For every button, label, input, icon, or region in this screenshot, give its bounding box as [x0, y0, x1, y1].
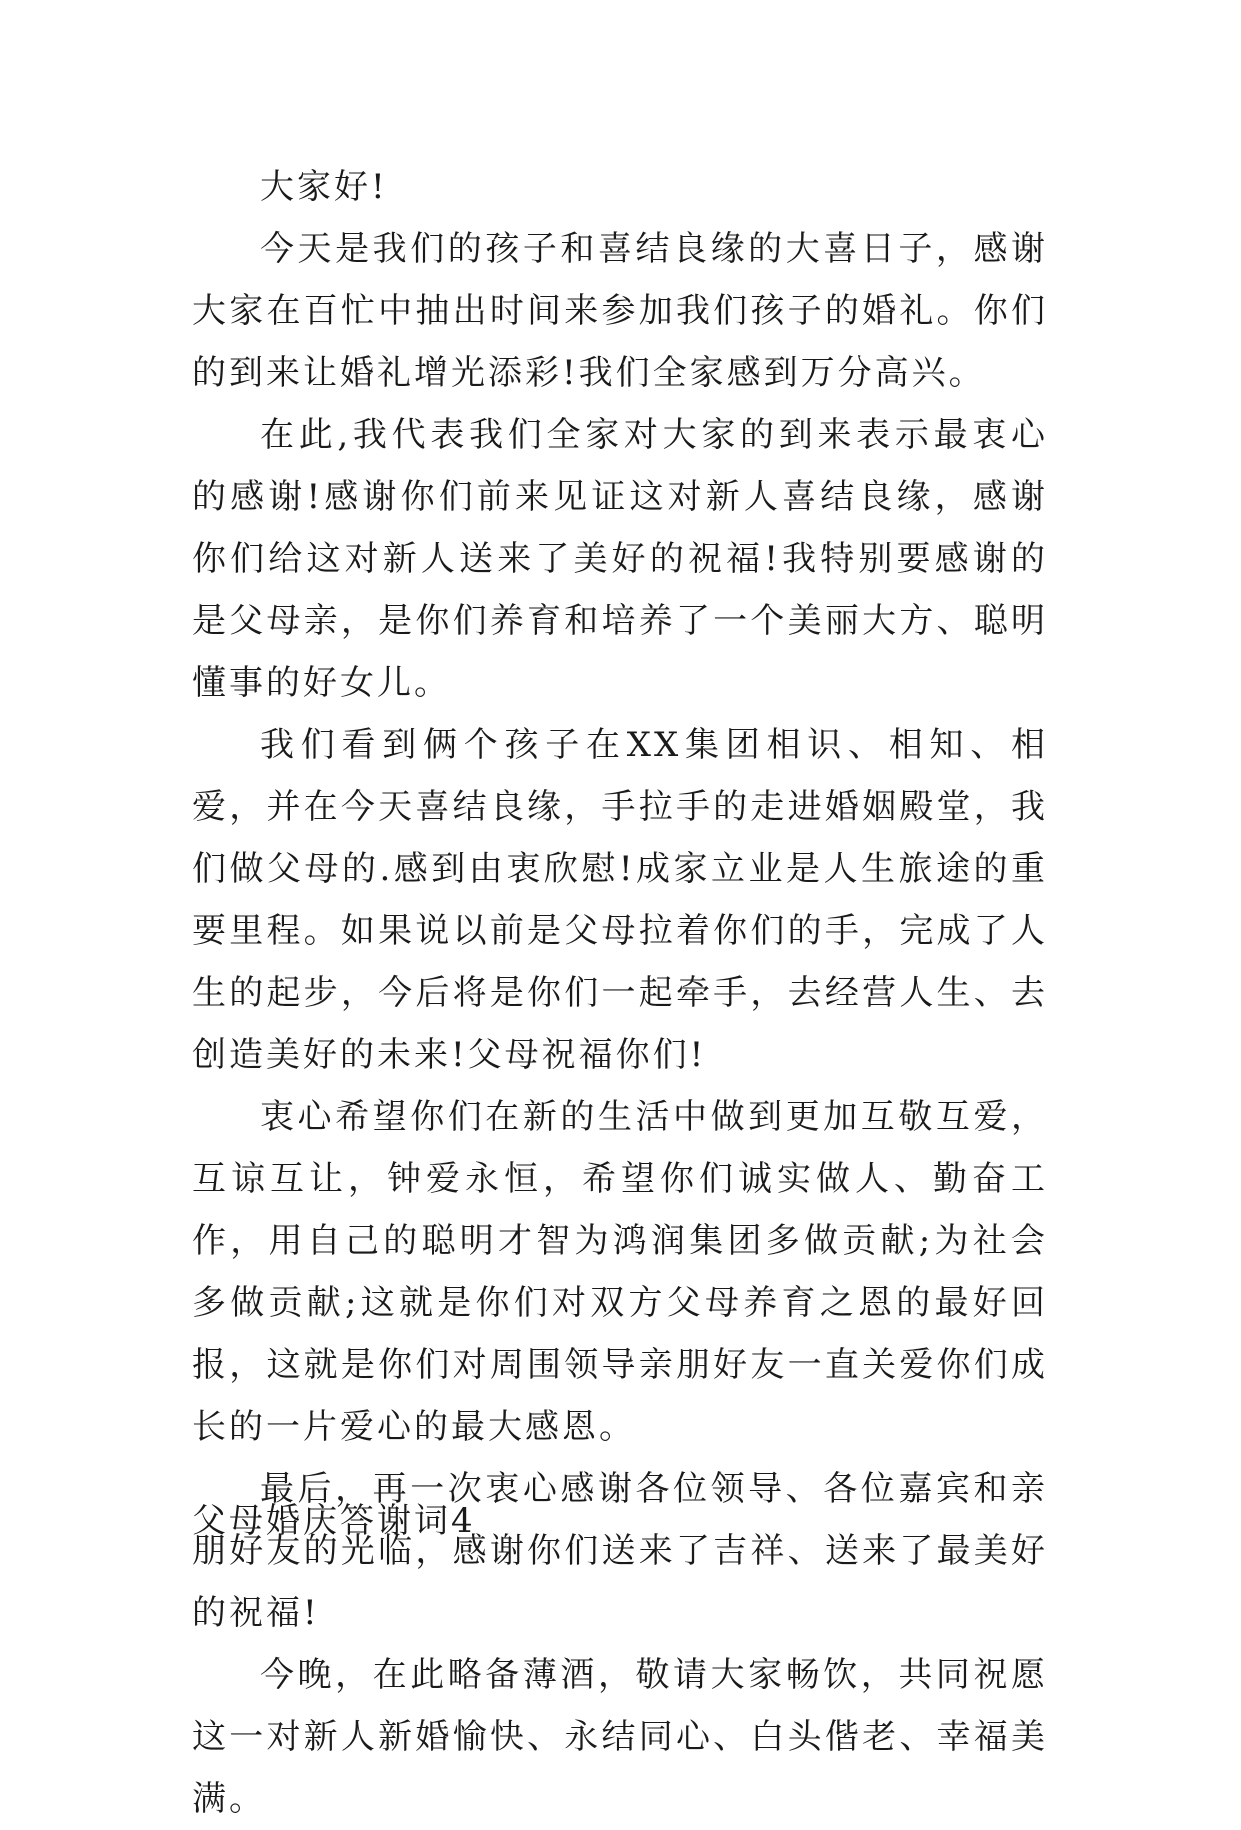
paragraph-final-thanks: 最后，再一次衷心感谢各位领导、各位嘉宾和亲朋好友的光临，感谢你们送来了吉祥、送来了最美好的祝福!: [192, 1469, 1048, 1633]
paragraph-thanks-attendance: 今天是我们的孩子和喜结良缘的大喜日子，感谢大家在百忙中抽出时间来参加我们孩子的婚礼。你们的到来让婚礼增光添彩!我们全家感到万分高兴。: [192, 229, 1048, 393]
paragraph-greeting: 大家好!: [260, 167, 388, 207]
paragraph-couple-story: 我们看到俩个孩子在XX集团相识、相知、相爱，并在今天喜结良缘，手拉手的走进婚姻殿堂，我们做父母的.感到由衷欣慰!成家立业是人生旅途的重要里程。如果说以前是父母拉着你们的手，完成了人生的起步，今后将是你们一起牵手，去经营人生、去创造美好的未来!父母祝福你们!: [192, 725, 1048, 1075]
paragraph-toast: 今晚，在此略备薄酒，敬请大家畅饮，共同祝愿这一对新人新婚愉快、永结同心、白头偕老、幸福美满。: [192, 1655, 1048, 1819]
section-heading: 父母婚庆答谢词4: [192, 1501, 476, 1541]
paragraph-hopes: 衷心希望你们在新的生活中做到更加互敬互爱，互谅互让，钟爱永恒，希望你们诚实做人、勤奋工作，用自己的聪明才智为鸿润集团多做贡献;为社会多做贡献;这就是你们对双方父母养育之恩的最好回报，这就是你们对周围领导亲朋好友一直关爱你们成长的一片爱心的最大感恩。: [192, 1097, 1048, 1447]
paragraph-family-gratitude: 在此,我代表我们全家对大家的到来表示最衷心的感谢!感谢你们前来见证这对新人喜结良缘，感谢你们给这对新人送来了美好的祝福!我特别要感谢的是父母亲，是你们养育和培养了一个美丽大方、聪明懂事的好女儿。: [192, 415, 1048, 703]
document-body: [192, 156, 1048, 1830]
